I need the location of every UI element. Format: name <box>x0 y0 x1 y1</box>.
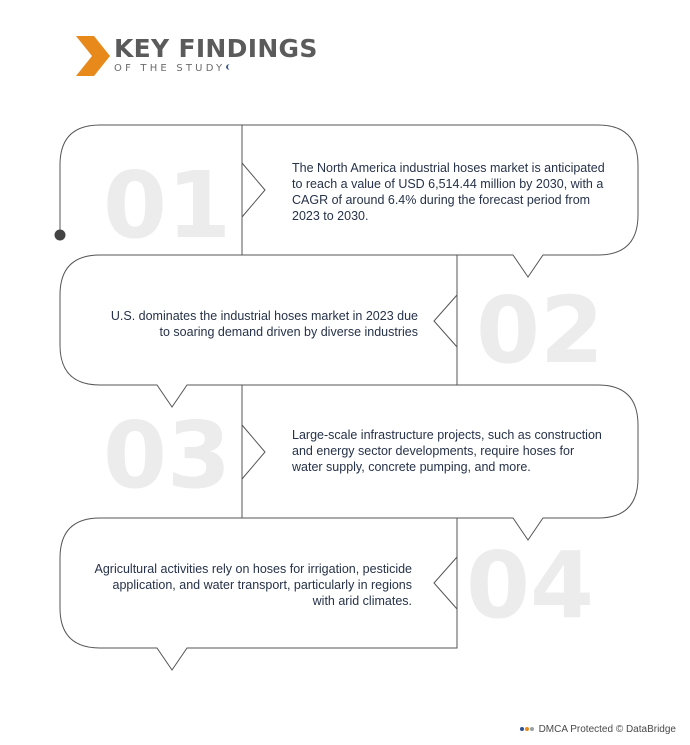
footer-text: DMCA Protected © DataBridge <box>538 724 676 735</box>
finding-number-2: 02 <box>476 277 605 384</box>
finding-number-1: 01 <box>103 152 232 259</box>
timeline-start-dot <box>55 230 66 241</box>
finding-text-1: The North America industrial hoses market is anticipated to reach a value of USD 6,514.44 million by 2030, with a CAGR of around 6.4% during the forecast period from 2023 to 2030. <box>292 161 605 223</box>
dmca-footer[interactable] <box>520 724 676 735</box>
footer-dot-icon <box>530 727 534 731</box>
finding-text-4: Agricultural activities rely on hoses for irrigation, pesticide application, and water transport, particularly in regions with arid climates. <box>94 562 412 608</box>
pointer-4 <box>434 557 457 609</box>
footer-dot-icon <box>520 727 524 731</box>
pointer-1 <box>242 163 265 217</box>
finding-number-4: 04 <box>466 532 595 639</box>
footer-dot-icon <box>525 727 529 731</box>
finding-number-3: 03 <box>103 402 232 509</box>
page-title: KEY FINDINGS <box>114 34 318 63</box>
page-subtitle: OF THE STUDY <box>114 63 234 75</box>
pointer-3 <box>242 425 265 479</box>
pointer-2 <box>434 295 457 347</box>
finding-text-2: U.S. dominates the industrial hoses market in 2023 due to soaring demand driven by diverse industries <box>110 309 418 339</box>
finding-text-3: Large-scale infrastructure projects, such as construction and energy sector developments, require hoses for water supply, concrete pumping, and more. <box>292 428 602 474</box>
